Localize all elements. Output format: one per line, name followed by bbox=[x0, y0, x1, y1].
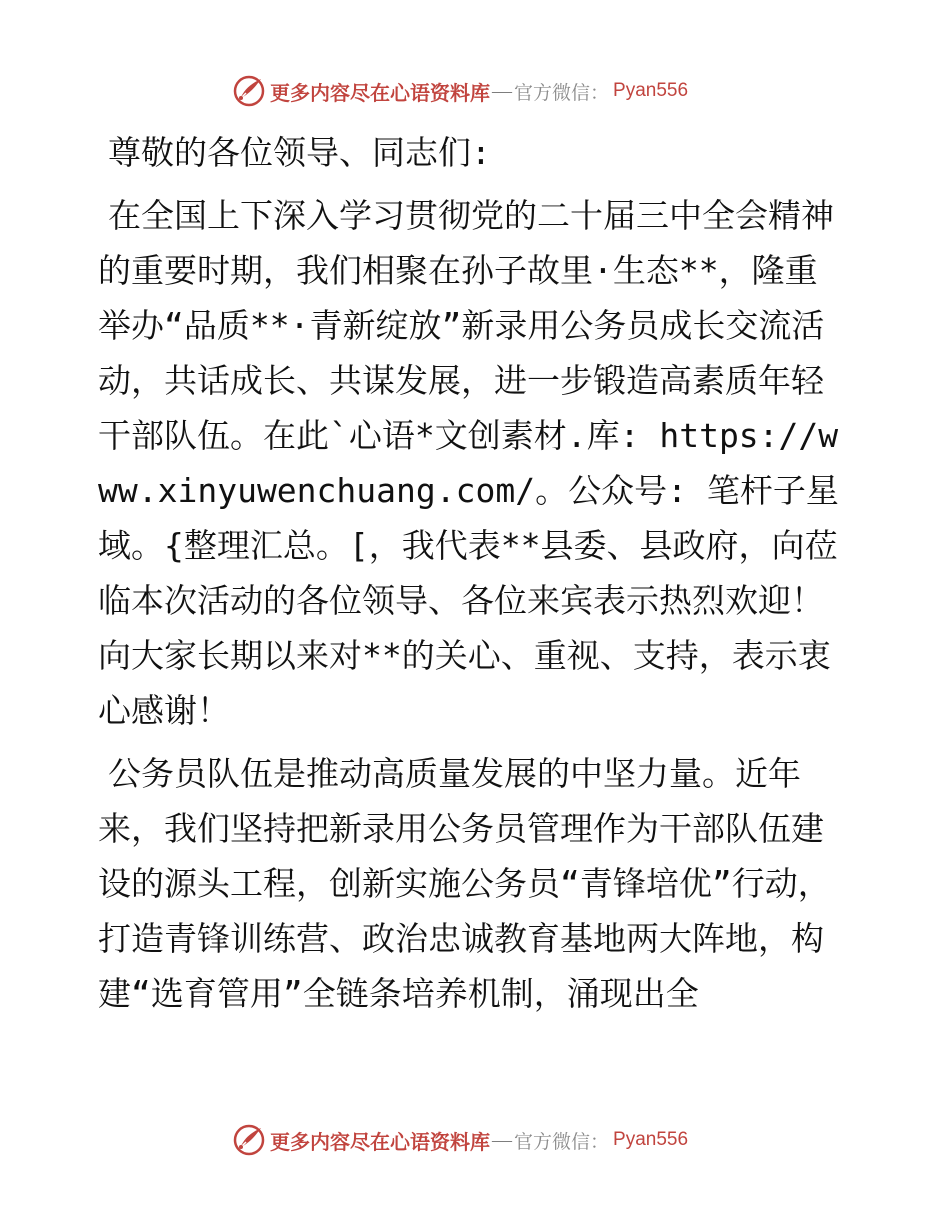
banner-wechat-id: Pyan556 bbox=[613, 1129, 689, 1150]
banner-wechat-id: Pyan556 bbox=[613, 80, 689, 101]
banner-title: 更多内容尽在心语资料库 bbox=[270, 1129, 490, 1154]
banner-title: 更多内容尽在心语资料库 bbox=[270, 80, 490, 105]
paragraph: 公务员队伍是推动高质量发展的中坚力量。近年来，我们坚持把新录用公务员管理作为干部队伍建设的源头工程，创新实施公务员“青锋培优”行动，打造青锋训练营、政治忠诚教育基地两大阵地，构建“选育管用”全链条培养机制，涌现出全 bbox=[98, 754, 831, 1013]
banner-wechat-label: 官方微信： bbox=[514, 81, 610, 104]
banner-separator: — bbox=[492, 1128, 512, 1151]
banner-separator: — bbox=[492, 79, 512, 102]
document-body bbox=[98, 125, 850, 1029]
banner-wechat-label: 官方微信： bbox=[514, 1130, 610, 1153]
footer-banner bbox=[232, 1122, 688, 1158]
salutation: 尊敬的各位领导、同志们: bbox=[108, 133, 491, 172]
header-banner bbox=[232, 73, 688, 109]
quill-logo-icon bbox=[232, 74, 266, 108]
quill-logo-icon bbox=[232, 1123, 266, 1157]
paragraph: 在全国上下深入学习贯彻党的二十届三中全会精神的重要时期，我们相聚在孙子故里·生态**，隆重举办“品质**·青新绽放”新录用公务员成长交流活动，共话成长、共谋发展，进一步锻造高素质年轻干部队伍。在此`心语*文创素材.库: https://www.xinyuwenchuang.com/。公众号: 笔杆子星域。{整理汇总。[，我代表**县委、县政府，向莅临本次活动的各位领导、各位来宾表示热烈欢迎！向大家长期以来对**的关心、重视、支持，表示衷心感谢！ bbox=[98, 196, 839, 730]
